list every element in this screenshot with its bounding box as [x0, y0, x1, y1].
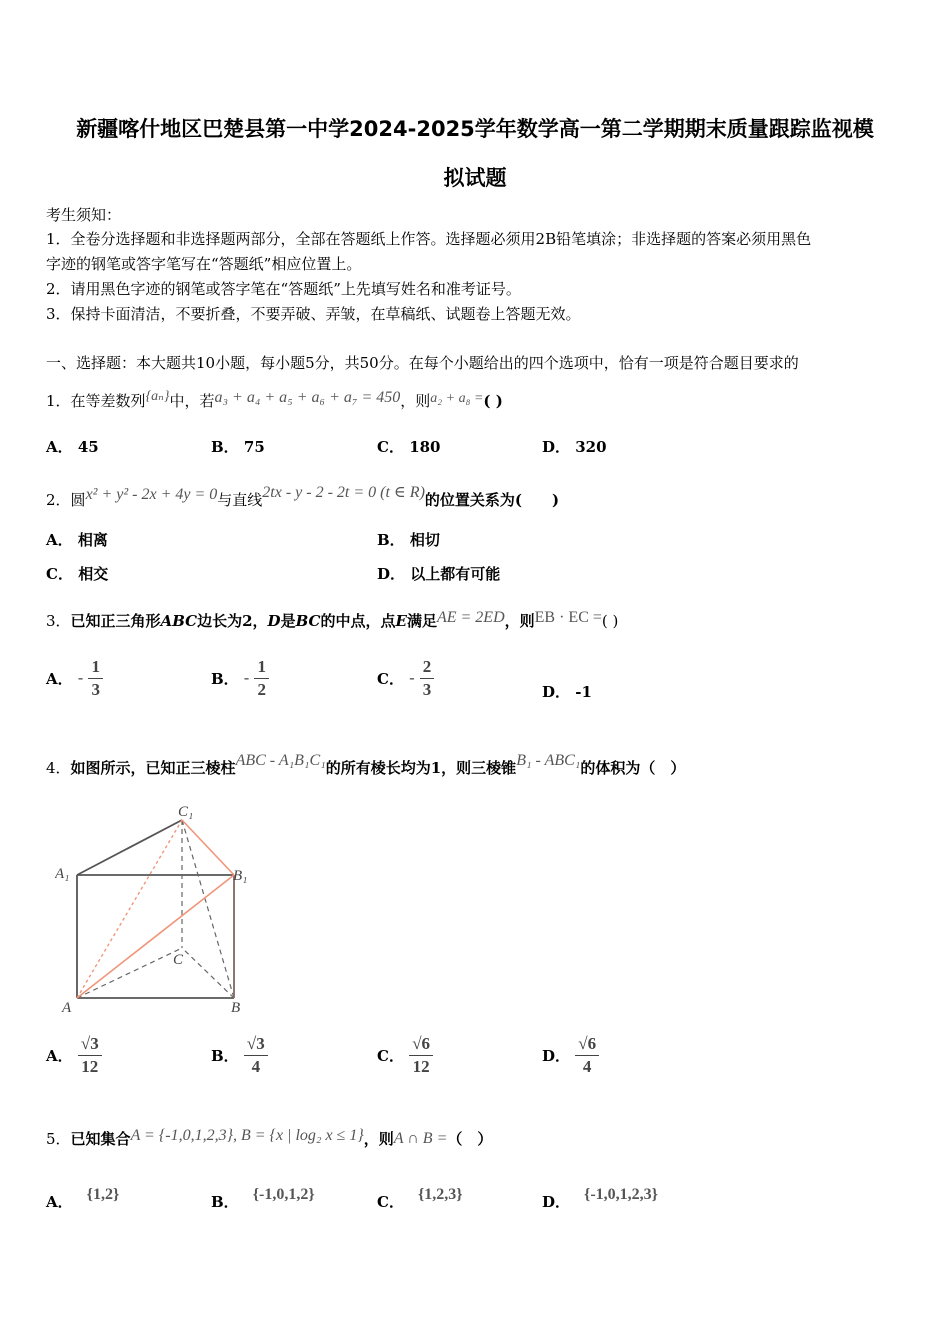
page-title-line1: 新疆喀什地区巴楚县第一中学2024-2025学年数学高一第二学期期末质量跟踪监视模 [76, 117, 874, 141]
label-b1: B₁ [233, 868, 248, 884]
q5-option-d[interactable]: D． {-1,0,1,2,3} [542, 1186, 658, 1211]
question-5: 5．已知集合A = {-1,0,1,2,3}, B = {x | log₂ x ≤ 1}，则A ∩ B =（ ） [46, 1127, 493, 1148]
q4-option-a[interactable]: A． $\frac{√3}{12}$ [46, 1033, 102, 1078]
question-1: 1．在等差数列{aₙ}中，若a₃ + a₄ + a₅ + a₆ + a₇ = 450，则a₂ + a₈ =( ) [46, 389, 503, 410]
edge-bc [182, 948, 234, 998]
edge-ab1 [77, 875, 234, 998]
question-2: 2．圆x² + y² - 2x + 4y = 0与直线2tx - y - 2 - 2t = 0 (t ∈ R)的位置关系为( ) [46, 484, 560, 509]
q4-option-b[interactable]: B． $\frac{√3}{4}$ [211, 1033, 268, 1078]
q4-option-d[interactable]: D． $\frac{√6}{4}$ [542, 1033, 599, 1078]
notice-heading: 考生须知： [46, 206, 122, 224]
q2-option-d[interactable]: D． 以上都有可能 [377, 565, 501, 583]
label-c1: C₁ [178, 804, 194, 820]
q2-option-b[interactable]: B． 相切 [377, 531, 440, 549]
q4-option-c[interactable]: C． $\frac{√6}{12}$ [377, 1033, 433, 1078]
page-title-line2: 拟试题 [443, 166, 507, 190]
q3-option-a[interactable]: A． - $\frac{1}{3}$ [46, 656, 103, 701]
q1-option-c[interactable]: C． 180 [377, 438, 441, 456]
q5-option-c[interactable]: C． {1,2,3} [377, 1186, 463, 1211]
question-4: 4．如图所示，已知正三棱柱ABC - A₁B₁C₁的所有棱长均为1，则三棱锥B₁ - ABC₁的体积为（ ） [46, 752, 686, 777]
q2-option-a[interactable]: A． 相离 [46, 531, 108, 549]
q1-option-b[interactable]: B． 75 [211, 438, 265, 456]
question-number: 1． [46, 392, 71, 410]
edge-ac [77, 948, 182, 998]
q3-option-d[interactable]: D． -1 [542, 683, 592, 701]
section-heading: 一、选择题：本大题共10小题，每小题5分，共50分。在每个小题给出的四个选项中，恰有一项是符合题目要求的 [46, 354, 799, 372]
notice-item-2: 2．请用黑色字迹的钢笔或答字笔在“答题纸”上先填写姓名和准考证号。 [46, 280, 521, 298]
q1-option-a[interactable]: A． 45 [46, 438, 99, 456]
question-number: 5． [46, 1130, 71, 1148]
prism-figure [55, 800, 265, 1020]
question-number: 4． [46, 759, 71, 777]
notice-item-1a: 1．全卷分选择题和非选择题两部分，全部在答题纸上作答。选择题必须用2B铅笔填涂；非选择题的答案必须用黑色 [46, 230, 812, 248]
q3-option-c[interactable]: C． - $\frac{2}{3}$ [377, 656, 434, 701]
q5-option-a[interactable]: A． {1,2} [46, 1186, 120, 1211]
notice-item-3: 3．保持卡面清洁，不要折叠，不要弄破、弄皱，在草稿纸、试题卷上答题无效。 [46, 305, 581, 323]
question-3: 3．已知正三角形ABC边长为2，D是BC的中点，点E满足AE = 2ED，则EB · EC =( ) [46, 609, 619, 630]
q5-option-b[interactable]: B． {-1,0,1,2} [211, 1186, 315, 1211]
question-number: 2． [46, 491, 71, 509]
label-b: B [231, 1000, 241, 1016]
label-a: A [62, 1000, 72, 1016]
q3-option-b[interactable]: B． - $\frac{1}{2}$ [211, 656, 269, 701]
q1-option-d[interactable]: D． 320 [542, 438, 607, 456]
notice-item-1b: 字迹的钢笔或答字笔写在“答题纸”相应位置上。 [46, 255, 362, 273]
question-number: 3． [46, 612, 71, 630]
q2-option-c[interactable]: C． 相交 [46, 565, 109, 583]
label-c: C [173, 952, 184, 968]
label-a1: A₁ [55, 866, 70, 882]
